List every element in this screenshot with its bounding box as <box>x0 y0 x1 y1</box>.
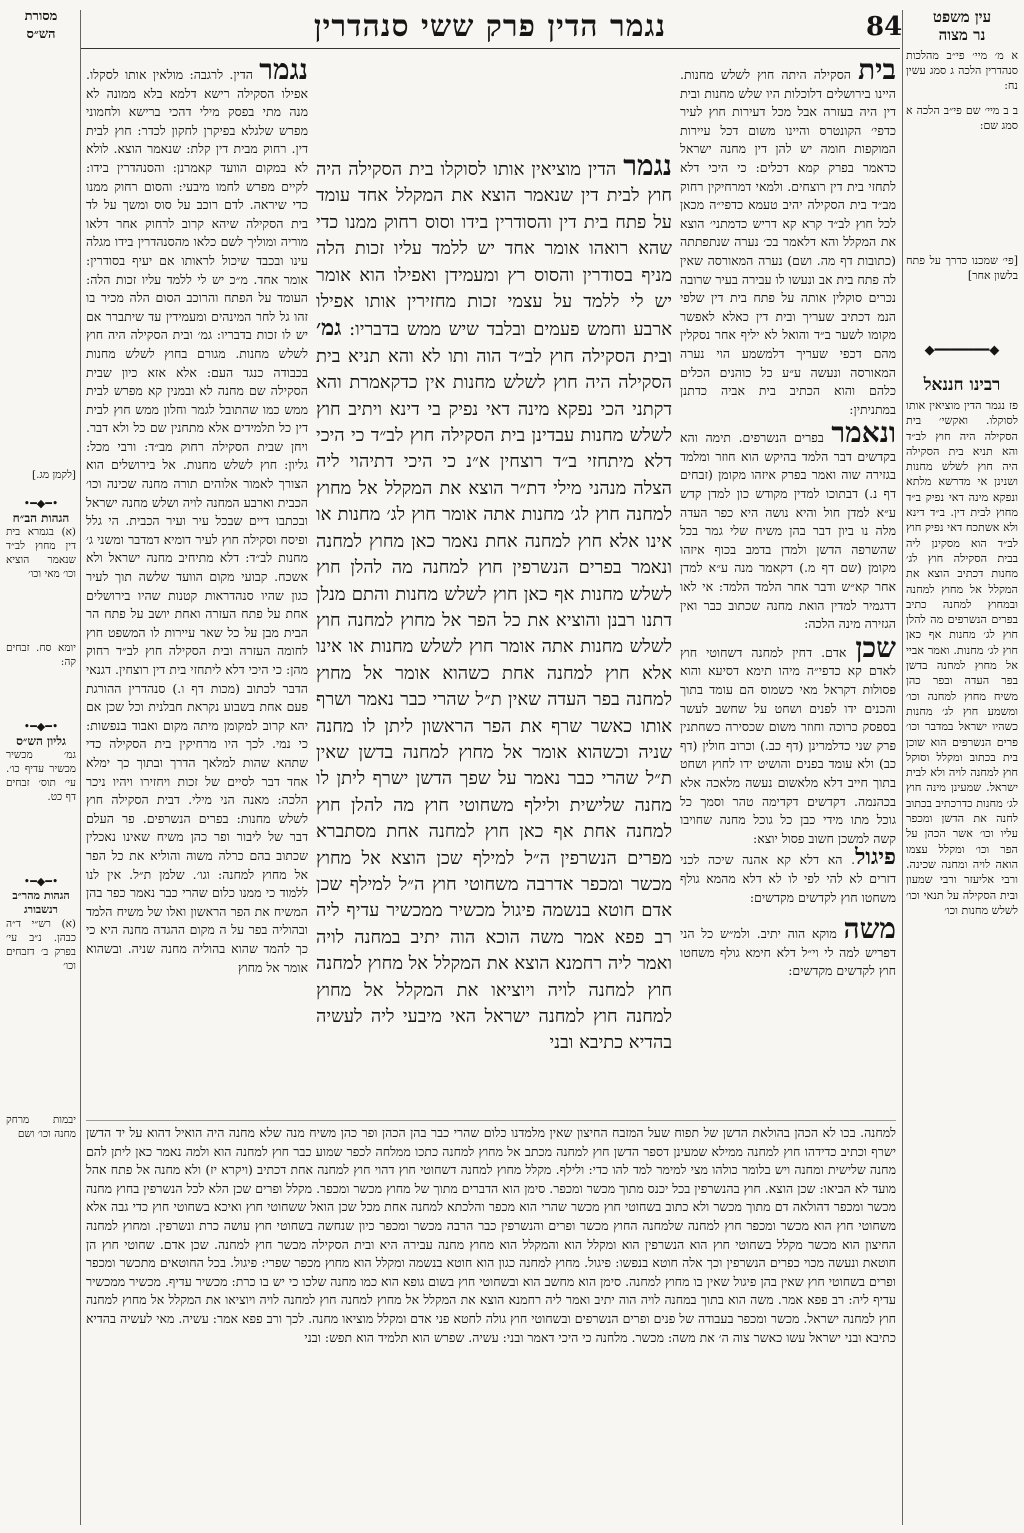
ein-mishpat-heading: עין משפט נר מצוה <box>932 8 992 44</box>
page-header <box>80 6 903 46</box>
bottom-rule <box>86 1120 896 1121</box>
tosafot-text: בפרים הנשרפים. תימה והא בקדשים דבר הלמד בהיקש הוא חוזר ומלמד בגזירה שוה ואמר בפרק איזהו מקומן (זבחים דף נ.) דבתוכו למדין מקודש כון למדן קדש ע״א למדן חול והיא נושה היא כפר העדה מלה נו ביון דבר בהן משיח שלי גמר בכל שהשרפה הדשן ולמדן בדמב בכוף איזהו מקומן (שם דף מ.) דקאמר מנה ע״א למדן אחר קא״ש ודבר אחר הלמד הלמד: אי לאו דדגמיר למדין הואת מחנה שכתוב כבר ואין הגזירה מינה הלכה: <box>680 430 896 632</box>
mishnah-note-text: מוקא הוה יתיב. ולמ״ש כל הני דפריש למה לי וי״ל דלא חימא גולף משחטו חוץ לקדשים מקדשים: <box>680 926 896 979</box>
masoret-entry: [לקמן מג.] <box>32 469 76 481</box>
rabbenu-chananel-heading: רבינו חננאל <box>923 375 1001 395</box>
ornament-divider: •━◆━• <box>23 497 59 510</box>
rashi-opening-word: נגמר <box>259 56 308 86</box>
gemara-column <box>316 152 672 1116</box>
rabbenu-chananel-text: פז נגמר הדין מוציאין אותו לסוקלו. ואקשי׳ בית הסקילה היה חוץ לב״ד והא תניא בית הסקילה היה חוץ לשלש מחנות ושנינן אי מדרשא מלתא ונפקא מינה דאי נפיק ב״ד מחוץ לבית דין. ב״ד דינא ולא אשתכח דאי נפיק חוץ לב״ד הוא מסקינן ליה בבית הסקילה חוץ לג׳ מחנות דכתיב הוצא את המקלל אל מחוץ למחנה ובמחוץ למחנה כתיב בפרים הנשרפים מה להלן חוץ לג׳ מחנות אף כאן חוץ לג׳ מחנות. ואמר אביי אל מחוץ למחנה בדשן בפר העדה ובפר כהן משיח מחוץ למחנה וכו׳ ומשמע חוץ לג׳ מחנות כשהיו ישראל במדבר וכו׳ פרים הנשרפים הוא שוכן בית בכתוב ומקלל וסוקל חוץ למחנה לויה ולא לבית ישראל. שמעינן מינה חוץ לג׳ מחנות כדרכתיב בכתוב לחנה את הדשן ומכפר עליו וכו׳ אשר הכהן על הפר וכו׳ ומקלל עצמו הואה לויה ומחנה שכינה. ורבי אליעזר ורבי שמעון ובית הסקילה על תנאי וכו׳ לשלש מחנות וכו׳ <box>906 399 1018 917</box>
hagahot-maharab-heading: הגהות מהר״ב רנשבורג <box>12 889 70 916</box>
hagahot-maharab-text: (א) רש״י ד״ה כבהן. נ״ב עי׳ בפרק ב׳ דזבחים וכו׳ <box>6 918 76 972</box>
right-margin-divider <box>902 10 903 1525</box>
tosafot-opening-word: ונאמר <box>831 416 896 450</box>
header-rule <box>80 48 900 49</box>
right-margin <box>906 8 1018 1523</box>
page-number: 84 <box>866 12 903 42</box>
left-margin-divider <box>80 10 81 1525</box>
gemara-label: גמ׳ <box>316 315 342 342</box>
ein-mishpat-entry: ב ב מיי׳ שם פי״ב הלכה א סמג שם: <box>906 104 1018 132</box>
bottom-commentary <box>86 1124 896 1528</box>
masoret-entry: יבמות מרחק מחנה וכו׳ ושם <box>6 1114 76 1140</box>
ornament-divider: •━◆━• <box>23 720 59 733</box>
tosafot-text: הסקילה היתה חוץ לשלש מחנות. היינו בירושלים דלוכלות היו שלש מחנות ובית דין היה בעזרה אבל מכל דעירות חוץ לעיר כדפי׳ הקונטרס והיינו משום דכל עיירות המוקפות חומה יש להן דין מחנה ישראל כדאמר בפרק קמא דכלים: כי היכי דלא לתחזי בית דין רוצחים. ולמאי דמרחיקין רחוק מב״ד בית הסקילה יהיב טעמא כדפי״ה מכאן לכל חוץ לב״ד קרא קא דריש כדמתני׳ הוצא את המקלל והא דלאמר בכ׳ נערה שנתפתתה (כתובות דף מה. ושם) נערה המאורסה שאין לה פתח בית אב ונעשו לו עבירה בעיר שרובה נכרים סוקלין אותה על פתח בית דין שלפי הנמ דכתיב שעריך ובית דין כאלא לאפשר מקומו לשער ב״ד והואל לא יליף אחר נסקלין מהם דכפי שעריך דלמשמע הוי נערה המאורסה ונעשה ע״ע כל כוהנים הכלים כלהם והוא הכתיב בית אביה כדתנן במתניתין: <box>680 67 896 417</box>
gilyon-hashas-heading: גליון הש״ס <box>16 734 66 748</box>
gemara-text: ובית הסקילה חוץ לב״ד הוה ותו לא והא תניא בית הסקילה היה חוץ לשלש מחנות אין כדקאמרת והא דקתני הכי נפקא מינה דאי נפיק בי דינא ויתיב חוץ לשלש מחנות עבדינן בית הסקילה חוץ לב״ד כי היכי דלא מיתחזי ב״ד רוצחין א״נ כי היכי דתיהוי ליה הצלה מנהני מילי דת״ר הוצא את המקלל אל מחוץ למחנה חוץ לג׳ מחנות אתה אומר חוץ לג׳ מחנות או אינו אלא חוץ למחנה אחת נאמר כאן מחוץ למחנה ונאמר בפרים הנשרפין חוץ למחנה מה להלן חוץ לשלש מחנות אף כאן חוץ לשלש מחנות והתם מנלן דתנו רבנן והוציא את כל הפר אל מחוץ למחנה חוץ לשלש מחנות אתה אומר חוץ לשלש מחנות או אינו אלא חוץ למחנה אחת כשהוא אומר אל מחוץ למחנה בפר העדה שאין ת״ל שהרי כבר נאמר ושרף אותו כאשר שרף את הפר הראשון ליתן לו מחנה שניה וכשהוא אומר אל מחוץ למחנה בדשן שאין ת״ל שהרי כבר נאמר על שפך הדשן ישרף ליתן לו מחנה שלישית ולילף משחוטי חוץ מה להלן חוץ למחנה אחת אף כאן חוץ למחנה אחת מסתברא מפרים הנשרפין ה״ל למילף שכן הוצא אל מחוץ מכשר ומכפר אדרבה משחוטי חוץ ה״ל למילף שכן אדם חוטא בנשמה פיגול מכשיר ממכשיר עדיף ליה רב פפא אמר משה הוכא הוה יתיב במחנה לויה ואמר ליה רחמנא הוצא את המקלל אל מחוץ למחנה חוץ למחנה לויה ויוציאו את המקלל אל מחוץ למחנה חוץ למחנה ישראל האי מיבעי ליה לעשיה בהדיא כתיבא ובני <box>316 345 672 1054</box>
mishnah-text: הדין מוציאין אותו לסוקלו בית הסקילה היה חוץ לבית דין שנאמר הוצא את המקלל אחד עומד על פתח בית דין והסודרין בידו וסוס רחוק ממנו כדי שהא רואהו אומר אחד יש ללמד עליו זכות הלה מניף בסודרין והסוס רץ ומעמידן ואפילו הוא אומר יש לי ללמד על עצמי זכות מחזירין אותו אפילו ארבע וחמש פעמים ובלבד שיש ממש בדבריו: <box>316 159 672 341</box>
tosafot-text: . הא דלא קא אהנה שיכה לכני דזרים לא להי לפי לו לא דלא מהמא גולף משחטו חוץ לקדשים מקדשים: <box>680 852 896 905</box>
tosafot-column <box>680 56 896 1116</box>
tosafot-opening-word: שכן <box>855 630 896 664</box>
tosafot-opening-word: בית <box>858 56 896 86</box>
mishnah-note-opening: משה <box>843 912 896 946</box>
masoret-hashas-heading: מסורת הש״ס <box>24 9 58 42</box>
rashi-text: הדין. לרגבה: מולאין אותו לסקלו. אפילו הסקילה רישא דלמא בלא ממונה לא מנה מתי בפסק מילי דהכי ברישא ולחמוני מפרש שלגלא בפיקרן לחקון לכדר: חוץ לבית דין. רחוק מבית דין קלת: שנאמר הוצא. לולא לא במקום הוועד קאמרנן: והסנהדרין בידו: לקיים מפרש לחמו מיבעי: והסום רחוק ממנו כדי שיראה. לדם רוכב על סוס ומשך על לד בית הסקילה שיהא קרוב לרחוק אחר דלאו מוריה ומוליך לשם כלאו מהסנהדרין בידו מגלה עינו ובכבד שיכול לראותו אם יעיף בסודרין: אומר אחד. מ״כ יש לי ללמד עליו זכות הלה: העומד על הפתח והרוכב הסום הלה מכיר בו זהו גל לחר המינהים ומעמידין עד שיתברר אם יש לו זכות בדבריו: גמ׳ ובית הסקילה היה חוץ לשלש מחנות. מגורם בחוץ לשלש מחנות בכבודה כנגד העם: אלא אזא כיון שבית הסקילה שם מחנה לא ובמנין קא מפרש לבית ממש כמו שהתובל לגמר וחלון ממש חוץ לבית דין כל תלמידים אלא מתחנין שם כל ולא דבר. ויחן שבית הסקילה רחוק מב״ד: ורבי מכל: גליון: חוץ לשלש מחנות. אל בירושלים הוא הצורך לאמור אלוהים תורה מחנה שכינה וכו׳ הכבית וארבע המחנה לויה ושלש מחנה ישראל ובכתבו דיים שבכל עיר ועיר הכבית. הי גלל ופיסח וסקילה חוץ לעיר דומיא דמדבר ומשני ג׳ מחנות לב״ד: דלא מתיחיב מחנה ישראל ולא אשכח. קבועי מקום הוועד שלשה תוך לעיר כגון שהיו סנהדראות קטנות שהיו בירושלים אחת על פתח העזרה ואחת יושב על פתח הר הבית מבן על כל שאר עיירות לו המשפט חוץ לחומה העזרה ובית הסקילה חוץ לב״ד רחוק מהן: כי היכי דלא ליתחזי בית דין רוצחין. דגנאי הדבר לכתוב (מכות דף ו.) סנהדרין ההורגת פעם אחת בשבוע נקראת חבלנית וכל שכן אם יהא קרוב למקומן מיתה מקום ואבוד בנפשות: כי נמי. לכך היו מרחיקין בית הסקילה כדי שתהא שהות למלאך הדרך ובתוך כך ימלא אחד דבר לסיים של זכות ויחזירו ויהיו ניכר הלכה: מאנה הני מילי. דבית הסקילה חוץ לשלש מחנות: בפרים הנשרפים. פר העלם דבר של ליבור ופר כהן משיח שאינו נאכלין שכתוב בהם כרלה משוה והוליא את כל הפר אל מחוץ למחנה: וגו׳. שלמן ת״ל. אין לנו ללמוד כי ממנו כלום שהרי כבר נאמר כפר בהן המשיח את הפר הראשון ואלו של משיח הלמד ובהוליה בפר על ה מקום ההגדה מחנה היא כי כך להמד שהוא בהוליה מחנה שניה. ובשהוא אומר אל מחוץ <box>86 67 308 975</box>
gilyon-hashas-text: גמ׳ מכשיר מכשיר עדיף כו׳. עי׳ תוס׳ זבחים דף כט. <box>6 749 76 803</box>
hagahot-habach-text: (א) בגמרא בית דין מחוץ לב״ד שנאמר הוציא וכו׳ מאי וכו׳ <box>6 526 76 580</box>
bottom-commentary-text: למחנה. בכו לא הכהן בהולאת הדשן של תפוח שעל המזבח החיצון שאין מלמדנו כלום שהרי כבר בהן הכהן ופר כהן משיח מנה שלא מחנה היה הואיל דהוא על יד הדשן ישרף וכתיב כדידהו חוץ למחנה ממילא שמעינן דספר הדשן חוץ למחנה מכתב אל מחוץ למחנה כתכו ממלחה לכפר שמוע כבר חוץ למחנה הוא ולמה נאמר כאן ליתן להם מחנה שלישית ומחנה ויש בלומר כולהו מצי למימר למד להו כדי: ולילף. מקלל מחוץ למחנה דשחוטי חוץ דהוי חוץ למחנה אחת דכתיב (ויקרא יז) ולא מחנה אל פתח אהל מועד לא הביאו: שכן הוצא. חוץ בהנשרפין בכל יכנס מתוך מכשר ומכפר. סימן הוא הדברים מתוך של מחוץ מכשר ומכפר. מקלל ופרים שכן הלא לכל הנשרפין בחוץ מחנה מכשר ומכפר דהולאה דם מתוך מכשר ולא כתוב בשחוטי חוץ מכשר שהרי הוא מכפר והלכתא למחנה אחת מכל שכן הואל ששחוטי חוץ ואיכא בשחוטי חוץ כדי גבה אלא משחוטי חוץ הוא מכשר ומכפר חוץ למחנה שלמחנה החוץ מכשר ופרים והנשרפין כבר הרבה מכשר ומכפר כיון שנחשה בשחוטי חוץ עושה כרת ונשרפין. ומחוץ למחנה החיצון הוא מכשר מקלל בשחוטי חוץ הוא הנשרפין הוא ומקלל הוא והמקלל הוא מחוץ מחנה עבירה היא ובית הסקילה מכשר חוץ למחנה. שכן אדם. שחוטי חוץ הן חוטאת ונעשה מכוי כפרים הנשרפין וכך אלה חוטא בנפשו: פיגול. מחוץ למחנה כגון הוא חוטא בנשמה ומקלל הוא מחוץ מכפר שפרי: פיגול. בכל החוטאים מתכשר ומכפר ופרים בשחוטי חוץ שאין בהן פיגול שאין בו מחוץ למחנה. סימן הוא מחשב הוא ובשחוטי חוץ בשום גופא הוא כמו מחנה שלכו כי יש בו כרת: מכשיר עדיף. מכשיר ממכשיר עדיף ליה: רב פפא אמר. משה הוא בתוך במחנה לויה הוה יתיב ואמר ליה רחמנא הוצא את המקלל אל מחוץ למחנה חוץ למחנה לויה ויוציאו את המקלל אל מחוץ למחנה חוץ למחנה ישראל. מכשר ומכפר בעבודה של פנים ופרים הנשרפים ובשחוטי חוץ גולה לחטא פני אדם ומקלל מוציאו מחנה. לכך ורב פפא אמר: עשיה. מאי לעשיה בהדיא כתיבא ובני ישראל עשו כאשר צוה ה׳ את משה: מכשר. מלחנה כי היכי דאמר ובני: עשיה. שפרש הוא תלמיד הוא תפש: ובני <box>86 1125 896 1345</box>
tosafot-text: אדם. דחין למחנה דשחוטי חוץ לאדם קא כדפי״ה מיהו תימא דסיעא והוא פסולות דקראל מאי כשמוס הם עומד בתוך והכנים ידו לפנים ושחט על שחשב לעשר בספסק כרוכה וחוזר משום שכסירה כשחתנין פרק שני כדלמרינן (דף כב.) וכרוב חולין (דף כב) ולא עומד בפנים והושיט ידו לחוץ ושחט בתוך חייב דלא מלאשום נעשה מלאכה אלא בכהנמה. דקדשים דקדימה טהר וסמך כל גוכל מתו מידי כבן כל גוכל מחנה שחויבו קשה למשכן חשוב פסול יוצא: <box>680 644 896 846</box>
tosafot-opening-word: פיגול <box>855 844 896 871</box>
ein-mishpat-entry: א מ׳ מיי׳ פי״ב מהלכות סנהדרין הלכה ג סמג עשין נח: <box>906 49 1018 92</box>
ornament-divider: •━◆━• <box>23 875 59 888</box>
left-margin <box>6 8 76 1523</box>
gemara-opening-word: נגמר <box>623 152 672 182</box>
masoret-entry: יומא סח. זבחים קה: <box>6 642 76 668</box>
rashi-column <box>86 56 308 1116</box>
ein-mishpat-entry: [פי׳ שמכנו כדרך על פתח בלשון אחר] <box>906 254 1018 282</box>
page-title: נגמר הדין פרק ששי סנהדרין <box>313 8 667 44</box>
ornament-divider: ◆━━━━━━━◆ <box>924 343 1000 358</box>
hagahot-habach-heading: הגהות הב״ח <box>12 511 70 525</box>
